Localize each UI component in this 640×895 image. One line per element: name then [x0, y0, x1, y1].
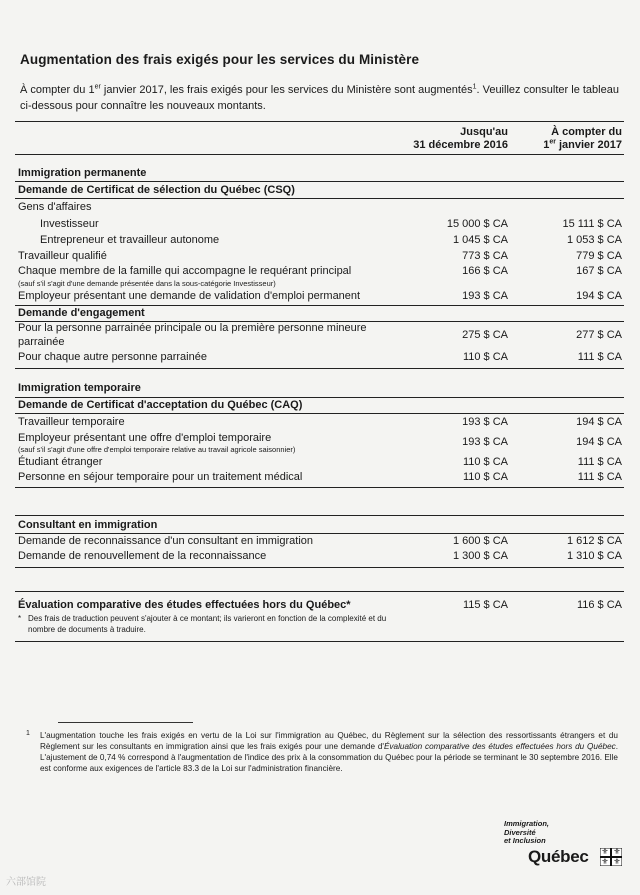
table-row-values: 275 $ CA 277 $ CA — [462, 329, 622, 341]
table-row: Demande de reconnaissance d'un consultant en immigration 1 600 $ CA 1 612 $ CA — [18, 535, 622, 547]
table-row: Personne en séjour temporaire pour un traitement médical 110 $ CA 111 $ CA — [18, 471, 622, 483]
page-title: Augmentation des frais exigés pour les services du Ministère — [20, 52, 420, 67]
evaluation-note: * Des frais de traduction peuvent s'ajouter à ce montant; ils varieront en fonction de la complexité et du nombre de documents à traduire. — [18, 614, 387, 634]
table-row: Demande de renouvellement de la reconnaissance 1 300 $ CA 1 310 $ CA — [18, 550, 622, 562]
table-row: Chaque membre de la famille qui accompagne le requérant principal 166 $ CA 167 $ CA — [18, 265, 622, 277]
footnote-mark: 1 — [26, 730, 30, 737]
table-row: Étudiant étranger 110 $ CA 111 $ CA — [18, 456, 622, 468]
table-row: Pour la personne parrainée principale ou la première personne mineure — [18, 322, 367, 334]
footnote-text: L'augmentation touche les frais exigés en vertu de la Loi sur l'immigration au Québec, du Règlement sur la sélection des ressortissants étrangers et du Règlement sur les consultants en immigration ainsi que les frais exigés pour une demande d'Évaluation comparative des études effectuées hors du Québec. L'ajustement de 0,74 % correspond à l'augmentation de l'indice des prix à la consommation du Québec pour la période se terminant le 30 septembre 2016. Elle est conforme aux exigences de l'article 83.3 de la Loi sur l'administration financière. — [40, 731, 618, 773]
table-row: Entrepreneur et travailleur autonome 1 045 $ CA 1 053 $ CA — [40, 234, 622, 246]
subsection-engagement: Demande d'engagement — [18, 307, 145, 319]
table-top-rule — [15, 121, 624, 122]
table-row: Travailleur qualifié 773 $ CA 779 $ CA — [18, 250, 622, 262]
rule — [15, 515, 624, 516]
footnote-rule — [58, 722, 193, 723]
header-col-new: À compter du 1er janvier 2017 — [543, 126, 622, 151]
table-row: Investisseur 15 000 $ CA 15 111 $ CA — [40, 218, 622, 230]
fleur-de-lis-flag-icon: ⚜ ⚜ ⚜ ⚜ — [601, 847, 621, 866]
table-bottom-rule — [15, 641, 624, 642]
table-row: Employeur présentant une demande de validation d'emploi permanent 193 $ CA 194 $ CA — [18, 290, 622, 302]
rule — [15, 487, 624, 488]
subsection-csq: Demande de Certificat de sélection du Québec (CSQ) — [18, 184, 295, 196]
intro-paragraph: À compter du 1er janvier 2017, les frais exigés pour les services du Ministère sont augmentés$^1$. Veuillez consulter le tableau ci-dessous pour connaître les nouveaux montants. — [20, 83, 619, 112]
table-row: Employeur présentant une offre d'emploi temporaire — [18, 432, 272, 444]
table-row-values: 193 $ CA 194 $ CA — [462, 436, 622, 448]
section-title-consultant: Consultant en immigration — [18, 519, 158, 531]
subsection-caq: Demande de Certificat d'acceptation du Québec (CAQ) — [18, 399, 303, 411]
group-gens-affaires: Gens d'affaires — [18, 201, 92, 213]
table-row: Pour chaque autre personne parrainée 110 $ CA 111 $ CA — [18, 351, 622, 363]
table-row: Travailleur temporaire 193 $ CA 194 $ CA — [18, 416, 622, 428]
row-note: (sauf s'il s'agit d'une offre d'emploi temporaire relative au travail agricole saisonnier) — [18, 445, 296, 454]
rule — [15, 591, 624, 592]
logo-wordmark: Québec — [528, 847, 589, 866]
header-bottom-rule — [15, 154, 624, 155]
header-col-old: Jusqu'au 31 décembre 2016 — [413, 126, 508, 151]
watermark: 六部馆院 — [6, 877, 46, 888]
rule — [15, 567, 624, 568]
table-row-cont: parrainée — [18, 336, 65, 348]
section-title-temp: Immigration temporaire — [18, 382, 141, 394]
section-title-perm: Immigration permanente — [18, 167, 147, 179]
quebec-logo — [504, 820, 624, 870]
row-note: (sauf s'il s'agit d'une demande présentée dans la sous-catégorie Investisseur) — [18, 279, 276, 288]
rule — [15, 368, 624, 369]
logo-ministry-name: Immigration, Diversité et Inclusion — [504, 819, 550, 845]
table-row: Évaluation comparative des études effectuées hors du Québec* 115 $ CA 116 $ CA — [18, 599, 622, 611]
